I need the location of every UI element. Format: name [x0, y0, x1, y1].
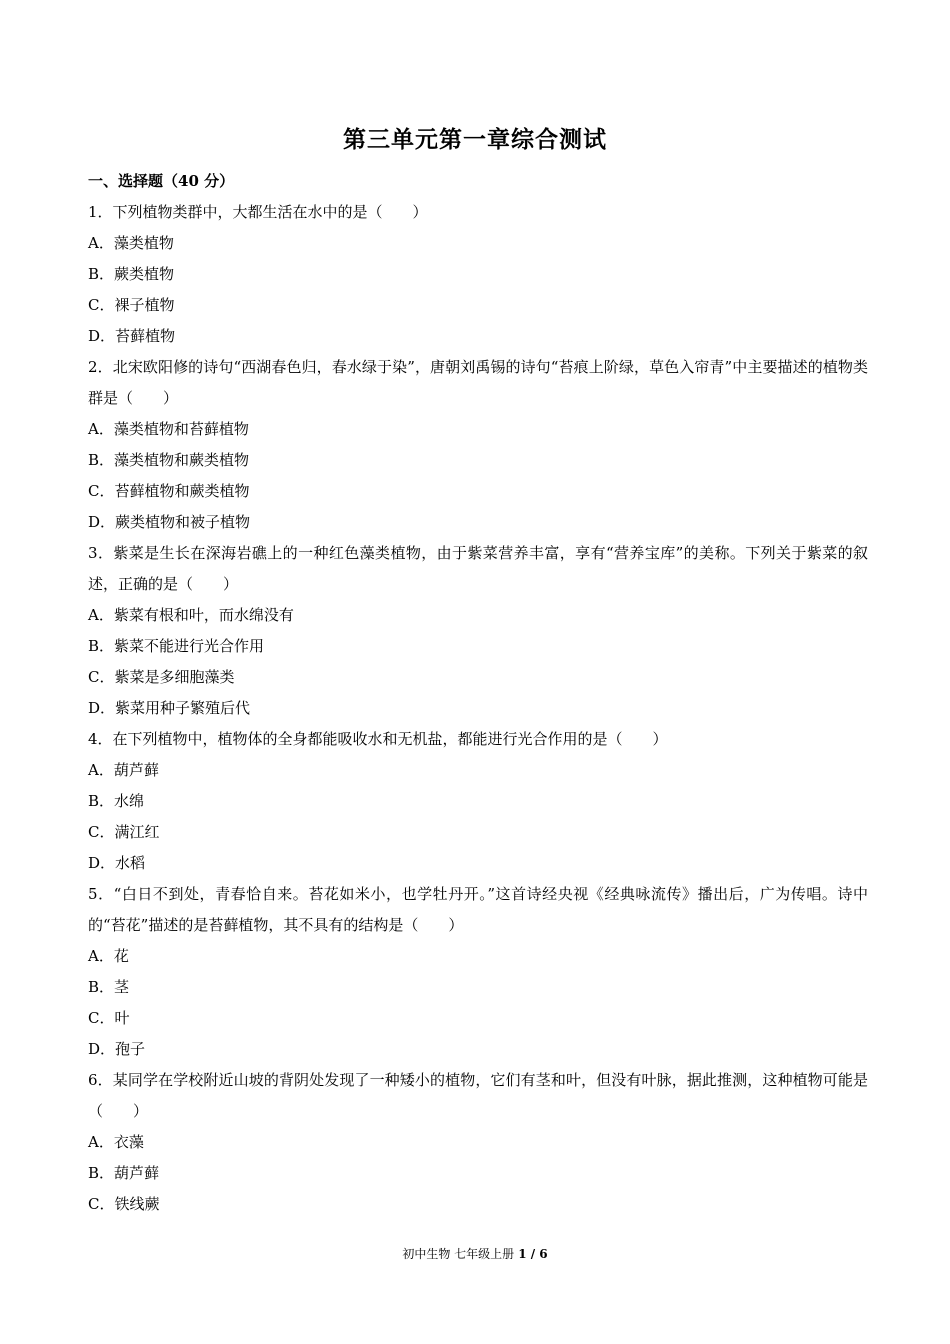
option-c: C．满江红 — [88, 823, 160, 841]
option-c: C．苔藓植物和蕨类植物 — [88, 482, 250, 500]
option-d: D．孢子 — [88, 1040, 146, 1058]
page-footer — [0, 1244, 950, 1264]
question-number: 1． — [88, 203, 113, 221]
question-4 — [88, 724, 868, 879]
question-stem — [88, 197, 868, 228]
option-a: A．衣藻 — [88, 1133, 144, 1151]
option-a: A．藻类植物和苔藓植物 — [88, 420, 249, 438]
question-1 — [88, 197, 868, 352]
question-number: 6． — [88, 1071, 113, 1089]
question-number: 4． — [88, 730, 113, 748]
question-text: 某同学在学校附近山坡的背阴处发现了一种矮小的植物，它们有茎和叶，但没有叶脉，据此推测，这种植物可能是（ ） — [88, 1071, 868, 1120]
option-b: B．藻类植物和蕨类植物 — [88, 451, 250, 469]
question-5 — [88, 879, 868, 1065]
question-3 — [88, 538, 868, 724]
question-stem — [88, 352, 868, 414]
question-text: 紫菜是生长在深海岩礁上的一种红色藻类植物，由于紫菜营养丰富，享有“营养宝库”的美称。下列关于紫菜的叙述，正确的是（ ） — [88, 544, 869, 593]
question-text: 北宋欧阳修的诗句“西湖春色归，春水绿于染”，唐朝刘禹锡的诗句“苔痕上阶绿，草色入帘青”中主要描述的植物类群是（ ） — [88, 358, 868, 407]
option-c: C．铁线蕨 — [88, 1195, 160, 1213]
option-a: A．葫芦藓 — [88, 761, 159, 779]
question-stem — [88, 1065, 868, 1127]
option-a: A．藻类植物 — [88, 234, 174, 252]
option-a: A．紫菜有根和叶，而水绵没有 — [88, 606, 294, 624]
option-d: D．蕨类植物和被子植物 — [88, 513, 251, 531]
question-list — [88, 166, 868, 1220]
option-b: B．葫芦藓 — [88, 1164, 160, 1182]
option-c: C．叶 — [88, 1009, 130, 1027]
question-stem — [88, 538, 868, 600]
page-title: 第三单元第一章综合测试 — [343, 126, 607, 153]
question-stem — [88, 724, 868, 755]
page-number: 1 / 6 — [518, 1247, 548, 1261]
option-c: C．紫菜是多细胞藻类 — [88, 668, 235, 686]
option-d: D．紫菜用种子繁殖后代 — [88, 699, 251, 717]
question-stem — [88, 879, 868, 941]
question-text: 下列植物类群中，大都生活在水中的是（ ） — [112, 203, 428, 221]
question-text: 在下列植物中，植物体的全身都能吸收水和无机盐，都能进行光合作用的是（ ） — [112, 730, 668, 748]
option-b: B．蕨类植物 — [88, 265, 175, 283]
option-d: D．水稻 — [88, 854, 146, 872]
question-number: 3． — [88, 544, 114, 562]
option-c: C．裸子植物 — [88, 296, 175, 314]
question-2 — [88, 352, 868, 538]
question-6 — [88, 1065, 868, 1220]
question-number: 2． — [88, 358, 113, 376]
option-a: A．花 — [88, 947, 129, 965]
option-b: B．紫菜不能进行光合作用 — [88, 637, 265, 655]
question-number: 5． — [88, 885, 114, 903]
section-heading: 一、选择题（40 分） — [88, 172, 235, 190]
question-text: “白日不到处，青春恰自来。苔花如米小，也学牡丹开。”这首诗经央视《经典咏流传》播出后，广为传唱。诗中的“苔花”描述的是苔藓植物，其不具有的结构是（ ） — [88, 885, 869, 934]
option-b: B．茎 — [88, 978, 130, 996]
option-b: B．水绵 — [88, 792, 145, 810]
footer-course: 初中生物 七年级上册 — [402, 1247, 515, 1261]
option-d: D．苔藓植物 — [88, 327, 176, 345]
